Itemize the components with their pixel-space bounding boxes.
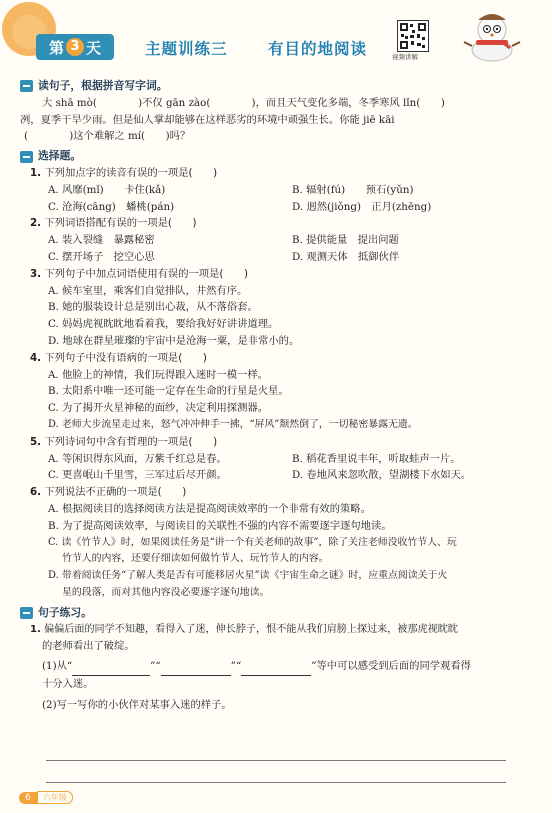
section-title: 句子练习。 — [38, 605, 92, 619]
writing-line[interactable] — [46, 760, 506, 761]
option-b[interactable]: B. 稻花香里说丰年，听取蛙声一片。 — [292, 452, 461, 465]
snowman-mascot-icon — [462, 6, 522, 62]
options-row — [20, 249, 536, 266]
question-stem[interactable]: 下列句子中没有语病的一项是( ) — [44, 351, 207, 364]
day-suffix: 天 — [86, 38, 102, 57]
section-bullet-icon — [20, 80, 33, 92]
option-d[interactable]: D. 观测天体 抵御伙伴 — [292, 250, 400, 263]
options-row — [20, 451, 536, 468]
options-row — [20, 232, 536, 249]
main-content — [20, 76, 536, 713]
section-bullet-icon — [20, 151, 33, 163]
sub-question-2: (2)写一写你的小伙伴对某事入迷的样子。 — [42, 698, 232, 711]
question-stem[interactable]: 下列词语搭配有误的一项是( ) — [44, 217, 197, 230]
question-stem[interactable]: 下列说法不正确的一项是( ) — [44, 486, 187, 499]
sub1-text-a: (1)从“ — [42, 660, 73, 673]
option-c[interactable]: C. 妈妈虎视眈眈地看着我，要给我好好讲讲道理。 — [48, 318, 279, 331]
question-stem[interactable]: 下列加点字的读音有误的一项是( ) — [44, 166, 218, 179]
option-b[interactable]: B. 为了提高阅读效率，与阅读目的关联性不强的内容不需要逐字逐句地读。 — [48, 519, 392, 532]
pinyin-line-2[interactable]: 冽，夏季干旱少雨。但是仙人掌却能够在这样恶劣的环境中顽强生长。你能 jiē kāi — [20, 113, 395, 126]
option-d[interactable]: D. 迥然(jiǒng) 正月(zhēng) — [292, 200, 432, 213]
page-footer — [19, 791, 73, 804]
option-c[interactable]: C. 沧海(cāng) 蟠桃(pán) — [48, 200, 175, 213]
option-d-continued[interactable]: 星的段落，而对其他内容没必要逐字逐句地读。 — [62, 586, 270, 598]
sentence-question-1 — [20, 622, 536, 639]
option-a[interactable]: A. 装入裂缝 暴露秘密 — [48, 234, 155, 247]
section-bullet-icon — [20, 607, 33, 619]
day-prefix: 第 — [48, 38, 64, 57]
option-a[interactable]: A. 候车室里，乘客们自觉排队，井然有序。 — [48, 284, 248, 297]
question-5 — [20, 434, 536, 451]
page-number: 6 — [19, 792, 37, 804]
answer-blank-1[interactable] — [72, 658, 150, 676]
option-c[interactable]: C. 更喜岷山千里雪，三军过后尽开颜。 — [48, 469, 227, 482]
option-c[interactable]: C. 为了揭开火星神秘的面纱，决定利用探测器。 — [48, 402, 268, 415]
option-d[interactable]: D. 地球在群星璀璨的宇宙中是沧海一粟，是非常小的。 — [48, 334, 300, 347]
question-4 — [20, 350, 536, 367]
question-number: 4. — [30, 351, 42, 364]
day-badge — [36, 34, 114, 60]
answer-blank-2[interactable] — [161, 658, 231, 676]
option-a[interactable]: A. 风靡(mǐ) 卡住(kǎ) — [48, 183, 166, 196]
option-d[interactable]: D. 带着阅读任务“了解人类是否有可能移居火星”读《宇宙生命之谜》时，应重点阅读关于火 — [48, 570, 448, 582]
section-pinyin — [20, 78, 536, 95]
option-a[interactable]: A. 他脸上的神情，我们玩得跟入迷时一模一样。 — [48, 368, 268, 381]
question-text-continued[interactable]: 的老师看出了破绽。 — [42, 640, 135, 653]
qr-code-icon[interactable] — [397, 20, 429, 52]
page-header — [0, 0, 552, 70]
option-d[interactable]: D. 卷地风来忽吹散，望湖楼下水如天。 — [292, 469, 472, 482]
section-title: 读句子，根据拼音写字词。 — [38, 79, 168, 92]
answer-blank-3[interactable] — [241, 658, 311, 676]
option-c[interactable]: C. 摆开场子 挖空心思 — [48, 250, 155, 263]
option-c-continued[interactable]: 竹节人的内容，还要仔细读如何做竹节人、玩竹节人的内容。 — [62, 553, 329, 565]
qr-label: 视频讲解 — [392, 53, 418, 61]
page-title: 有目的地阅读 — [268, 40, 368, 58]
options-row — [20, 199, 536, 216]
question-stem[interactable]: 下列句子中加点词语使用有误的一项是( ) — [44, 267, 249, 280]
option-b[interactable]: B. 她的服装设计总是别出心裁，从不落俗套。 — [48, 301, 258, 314]
section-choice — [20, 148, 536, 165]
section-title: 选择题。 — [38, 149, 82, 163]
day-number: 3 — [66, 38, 84, 56]
question-6 — [20, 484, 536, 501]
options-row — [20, 467, 536, 484]
option-b[interactable]: B. 太阳系中唯一还可能一定存在生命的行星是火星。 — [48, 385, 289, 398]
question-stem[interactable]: 下列诗词句中含有哲理的一项是( ) — [44, 435, 218, 448]
sub-question-1-continued: 十分入迷。 — [42, 677, 94, 690]
question-number: 3. — [30, 267, 42, 280]
writing-line[interactable] — [46, 782, 506, 783]
option-c[interactable]: C. 读《竹节人》时，如果阅读任务是“讲一个有关老师的故事”，除了关注老师没收竹节人、玩 — [48, 536, 457, 548]
question-number: 1. — [30, 623, 41, 635]
option-b[interactable]: B. 辐射(fú) 预石(yǔn) — [292, 183, 414, 196]
question-2 — [20, 215, 536, 232]
sub1-text-d: ”等中可以感受到后面的同学观看得 — [311, 660, 471, 673]
option-b[interactable]: B. 提供能量 提出问题 — [292, 234, 399, 247]
sub1-text-c: ”“ — [230, 660, 242, 673]
sub-question-1 — [20, 658, 536, 676]
section-sentence — [20, 605, 536, 622]
question-text[interactable]: 偏偏后面的同学不知趣，看得入了迷，伸长脖子，恨不能从我们肩膀上探过来，被那虎视眈眈 — [44, 623, 458, 635]
pinyin-line-1[interactable]: 大 shā mò( )不仅 gān zào( )，而且天气变化多端，冬季寒风 lǐn( ) — [42, 96, 445, 109]
question-number: 5. — [30, 435, 42, 448]
question-1 — [20, 165, 536, 182]
option-a[interactable]: A. 等闲识得东风面，万紫千红总是春。 — [48, 452, 227, 465]
pinyin-line-3[interactable]: ( )这个难解之 mí( )吗？ — [24, 130, 191, 143]
question-number: 2. — [30, 217, 42, 230]
option-a[interactable]: A. 根据阅读目的选择阅读方法是提高阅读效率的一个非常有效的策略。 — [48, 502, 371, 515]
question-number: 6. — [30, 486, 42, 499]
grade-label: 六年级 — [37, 791, 73, 804]
question-3 — [20, 266, 536, 283]
theme-title: 主题训练三 — [145, 40, 228, 58]
option-d[interactable]: D. 老师大步流星走过来，怒气冲冲伸手一拂，“屏风”颓然倒了，一切秘密暴露无遗。 — [48, 418, 418, 430]
question-number: 1. — [30, 166, 42, 179]
sub1-text-b: ”“ — [150, 660, 161, 673]
options-row — [20, 182, 536, 199]
